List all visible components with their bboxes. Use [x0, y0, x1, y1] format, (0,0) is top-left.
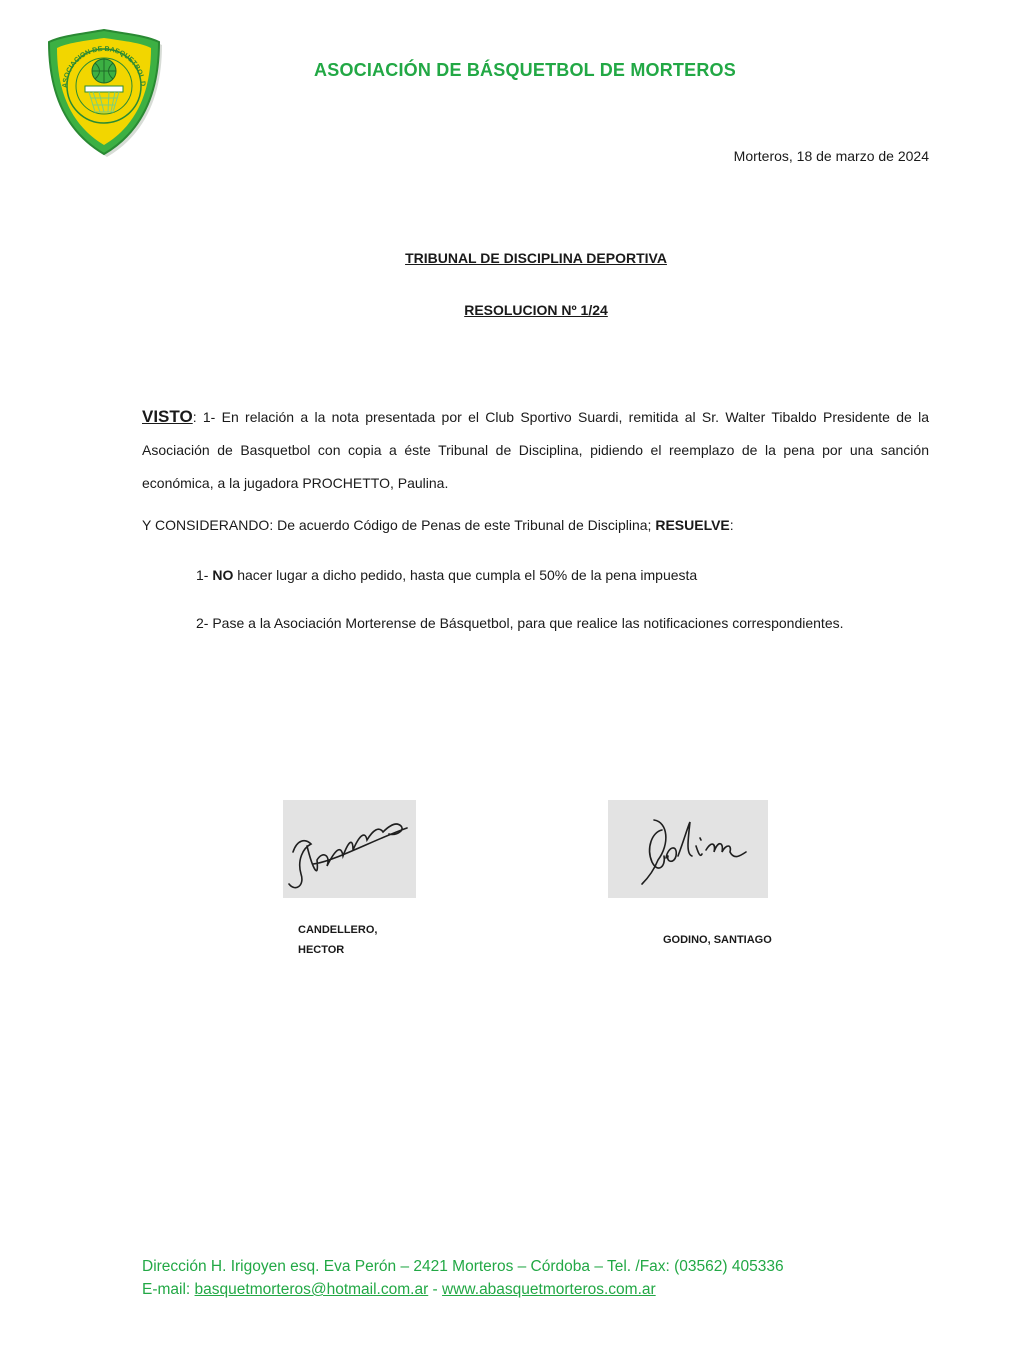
- resolution-item-1: [196, 567, 697, 583]
- visto-label: VISTO: [142, 407, 193, 426]
- resolution-title: RESOLUCION Nº 1/24: [464, 302, 608, 318]
- footer-address: Dirección H. Irigoyen esq. Eva Perón – 2421 Morteros – Córdoba – Tel. /Fax: (03562) 405336: [142, 1258, 784, 1275]
- considerando-colon: :: [729, 517, 734, 533]
- signature-godino: [608, 800, 768, 898]
- footer-contact: [142, 1278, 784, 1301]
- signature-candellero: [283, 800, 416, 898]
- organization-name: ASOCIACIÓN DE BÁSQUETBOL DE MORTEROS: [314, 60, 736, 80]
- item-1-text: hacer lugar a dicho pedido, hasta que cumpla el 50% de la pena impuesta: [233, 567, 698, 583]
- footer-separator: -: [428, 1281, 443, 1298]
- considerando-text: Y CONSIDERANDO: De acuerdo Código de Penas de este Tribunal de Disciplina;: [142, 517, 656, 533]
- resolution-item-2: [196, 615, 844, 631]
- footer-email-link[interactable]: basquetmorteros@hotmail.com.ar: [194, 1281, 429, 1298]
- logo-ring-text: ASOCIACION DE BASQUETBOL D: [61, 45, 147, 89]
- footer-website-link[interactable]: www.abasquetmorteros.com.ar: [442, 1281, 656, 1298]
- signer-1-line2: HECTOR: [298, 944, 345, 956]
- document-date: Morteros, 18 de marzo de 2024: [733, 148, 929, 164]
- resuelve-label: RESUELVE: [655, 517, 730, 533]
- item-1-bold: NO: [212, 567, 234, 583]
- signer-godino: GODINO, SANTIAGO: [663, 934, 772, 946]
- visto-text: : 1- En relación a la nota presentada por el Club Sportivo Suardi, remitida al Sr. Walter Tibaldo Presidente de la Asociación de Basquetbol con copia a éste Tribunal de Disciplina, pidiendo el reemplazo de la pena por una sanción económica, a la jugadora PROCHETTO, Paulina.: [142, 409, 929, 491]
- tribunal-title: TRIBUNAL DE DISCIPLINA DEPORTIVA: [405, 250, 667, 266]
- signer-1-line1: CANDELLERO,: [298, 924, 378, 936]
- footer-email-label: E-mail:: [142, 1281, 195, 1298]
- association-logo: [45, 26, 163, 158]
- item-2-prefix: 2-: [196, 615, 213, 631]
- signer-candellero: [298, 920, 418, 960]
- item-2-text: Pase a la Asociación Morterense de Básquetbol, para que realice las notificaciones correspondientes.: [212, 615, 844, 631]
- item-1-prefix: 1-: [196, 567, 213, 583]
- footer: [142, 1255, 784, 1301]
- visto-paragraph: [142, 400, 929, 500]
- considerando-paragraph: [142, 517, 734, 533]
